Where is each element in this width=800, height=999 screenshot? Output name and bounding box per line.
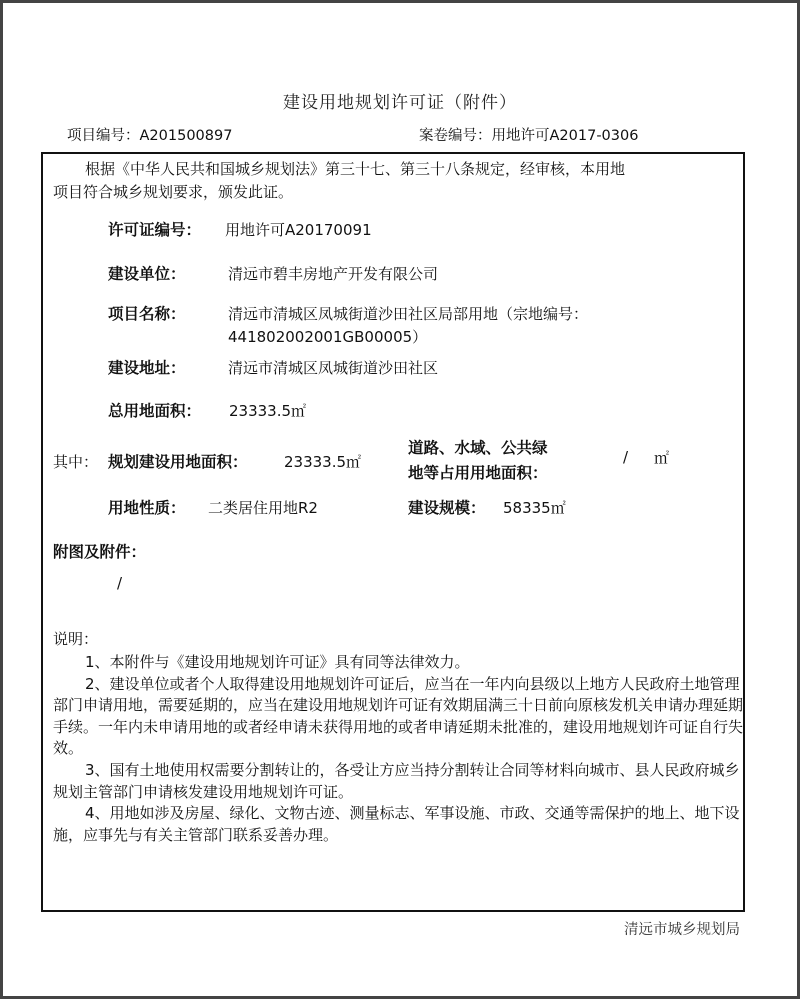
note-item: 2、建设单位或者个人取得建设用地规划许可证后，应当在一年内向县级以上地方人民政府土地管理部门申请用地，需要延期的，应当在建设用地规划许可证有效期届满三十日前向原核发机关申请办理延期手续。一年内未申请用地的或者经申请未获得用地的或者申请延期未批准的，建设用地规划许可证自行失效。 bbox=[53, 674, 744, 758]
scale-value: 58335㎡ bbox=[503, 499, 566, 517]
license-number-value: 用地许可A20170091 bbox=[225, 221, 372, 239]
project-number-label: 项目编号： bbox=[67, 128, 140, 144]
note-item: 3、国有土地使用权需要分割转让的，各受让方应当持分割转让合同等材料向城市、县人民政府城乡规划主管部门申请核发建设用地规划许可证。 bbox=[53, 760, 740, 801]
land-use-value: 二类居住用地R2 bbox=[208, 499, 318, 517]
file-number-label: 案卷编号： bbox=[419, 128, 492, 144]
builder-label: 建设单位： bbox=[108, 265, 186, 283]
land-use-label: 用地性质： bbox=[108, 499, 186, 517]
among-label: 其中： bbox=[53, 453, 99, 471]
project-number bbox=[67, 124, 232, 145]
attachments-value: / bbox=[117, 574, 123, 592]
project-name-line-1: 清远市清城区凤城街道沙田社区局部用地（宗地编号： bbox=[228, 305, 589, 323]
address-value: 清远市清城区凤城街道沙田社区 bbox=[228, 359, 439, 377]
project-name-label: 项目名称： bbox=[108, 305, 186, 323]
license-number-label: 许可证编号： bbox=[108, 221, 202, 239]
notes-title: 说明： bbox=[53, 630, 99, 648]
issuer: 清远市城乡规划局 bbox=[624, 922, 740, 938]
notes-list bbox=[53, 652, 745, 846]
total-area-value: 23333.5㎡ bbox=[229, 402, 307, 420]
intro-line-2: 项目符合城乡规划要求，颁发此证。 bbox=[53, 183, 294, 201]
road-area-unit: ㎡ bbox=[654, 449, 670, 467]
scale-label: 建设规模： bbox=[408, 499, 486, 517]
project-name-line-2: 441802002001GB00005） bbox=[228, 328, 428, 346]
attachments-label: 附图及附件： bbox=[53, 543, 147, 561]
planned-area-value: 23333.5㎡ bbox=[284, 453, 362, 471]
note-item: 1、本附件与《建设用地规划许可证》具有同等法律效力。 bbox=[85, 653, 470, 671]
builder-value: 清远市碧丰房地产开发有限公司 bbox=[228, 265, 439, 283]
road-area-label-line-1: 道路、水域、公共绿 bbox=[408, 439, 548, 457]
document-title: 建设用地规划许可证（附件） bbox=[283, 93, 517, 113]
note-item: 4、用地如涉及房屋、绿化、文物古迹、测量标志、军事设施、市政、交通等需保护的地上、地下设施，应事先与有关主管部门联系妥善办理。 bbox=[53, 804, 740, 844]
intro-line-1: 根据《中华人民共和国城乡规划法》第三十七、第三十八条规定，经审核，本用地 bbox=[85, 160, 626, 178]
file-number bbox=[419, 124, 638, 145]
total-area-label: 总用地面积： bbox=[108, 402, 202, 420]
project-number-value: A201500897 bbox=[139, 128, 233, 144]
road-area-value: / bbox=[623, 448, 629, 466]
address-label: 建设地址： bbox=[108, 359, 186, 377]
planned-area-label: 规划建设用地面积： bbox=[108, 453, 248, 471]
road-area-label-line-2: 地等占用用地面积： bbox=[408, 464, 548, 482]
file-number-value: 用地许可A2017-0306 bbox=[491, 128, 639, 144]
